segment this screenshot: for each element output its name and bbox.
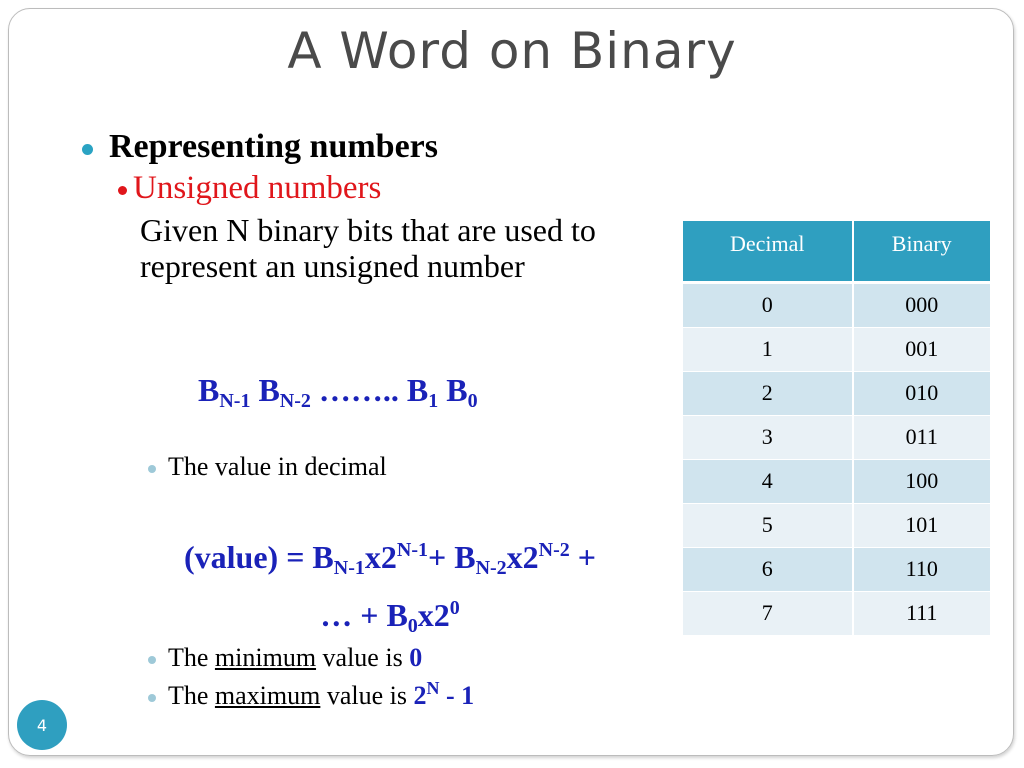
bullet-representing-numbers (82, 128, 438, 166)
bullet-unsigned-numbers (118, 170, 381, 207)
bullet-label: Unsigned numbers (133, 170, 382, 206)
bits-formula: $B_{N-1}$ $B_{N-2}$ …….. $B_1$ $B_0$ (198, 372, 478, 412)
header-decimal: Decimal (683, 221, 853, 282)
bullet-label: The value in decimal (168, 452, 387, 481)
page-number-badge: 4 (17, 700, 67, 750)
table-row: 7 111 (683, 591, 990, 635)
table-row: 0 000 (683, 282, 990, 327)
table-row: 4 100 (683, 459, 990, 503)
slide-title: A Word on Binary (287, 22, 737, 80)
bullet-dot-icon (82, 144, 93, 155)
table-header-row (683, 221, 990, 282)
bullet-value-in-decimal (148, 452, 387, 482)
bullet-dot-icon (148, 656, 156, 664)
binary-table (683, 221, 990, 636)
bullet-label: Representing numbers (109, 128, 438, 165)
header-binary: Binary (853, 221, 991, 282)
bullet-dot-icon (148, 694, 156, 702)
bullet-dot-icon (148, 465, 156, 473)
bullet-maximum-value: The maximum value is $2^N - 1$ (148, 678, 474, 711)
value-formula: (value) = $B_{N-1}x2^{N-1}+ B_{N-2}x2^{N-2}$ + … + $B_0x2^0$ (183, 539, 597, 637)
min-value: 0 (409, 643, 423, 672)
table-row: 2 010 (683, 371, 990, 415)
table-row: 5 101 (683, 503, 990, 547)
table-row: 3 011 (683, 415, 990, 459)
bullet-dot-icon (118, 186, 127, 195)
bullet-minimum-value: The minimum value is 0 (148, 643, 422, 673)
description-paragraph: Given N binary bits that are used to represent an unsigned number (140, 212, 596, 284)
max-value: $2^N - 1$ (413, 678, 475, 710)
table-row: 6 110 (683, 547, 990, 591)
table-row: 1 001 (683, 327, 990, 371)
